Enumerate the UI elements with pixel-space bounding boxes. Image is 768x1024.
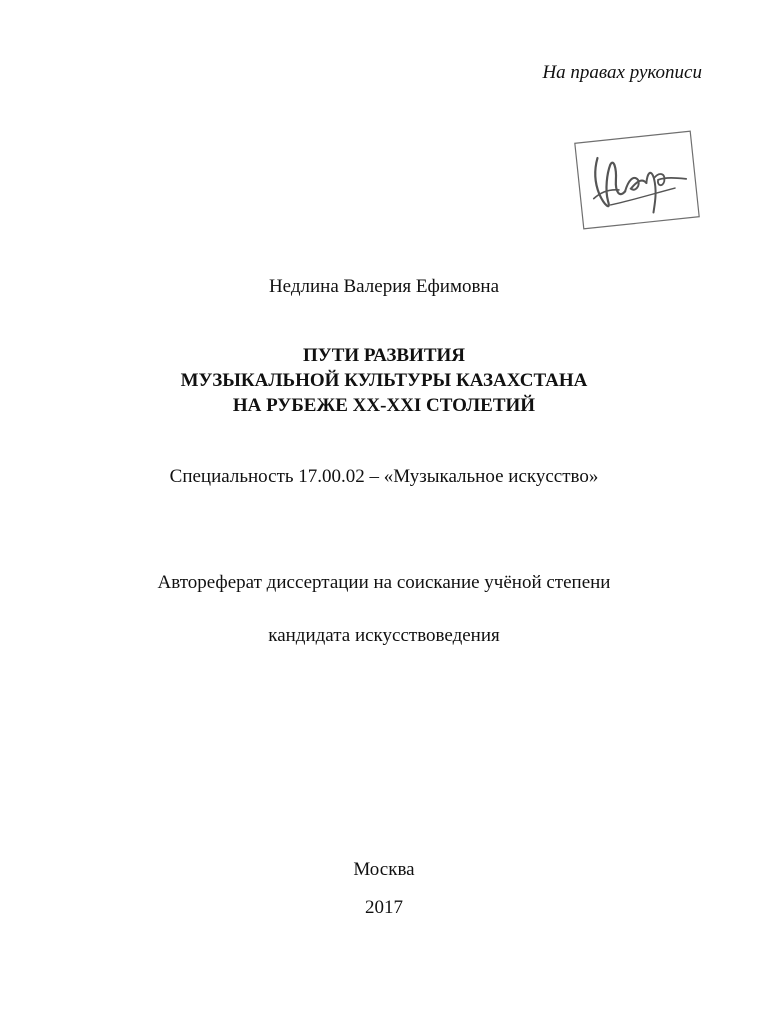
title-line-3: НА РУБЕЖЕ XX-XXI СТОЛЕТИЙ	[232, 395, 536, 416]
abstract-line-1: Автореферат диссертации на соискание учёной степени	[157, 572, 611, 593]
author-name: Недлина Валерия Ефимовна	[268, 276, 500, 297]
city: Москва	[353, 859, 415, 880]
manuscript-note: На правах рукописи	[542, 62, 702, 83]
title-line-2: МУЗЫКАЛЬНОЙ КУЛЬТУРЫ КАЗАХСТАНА	[180, 370, 588, 391]
year: 2017	[365, 897, 403, 918]
signature-icon	[574, 130, 701, 230]
abstract-line-2: кандидата искусствоведения	[268, 625, 500, 646]
specialty: Специальность 17.00.02 – «Музыкальное искусство»	[169, 466, 599, 487]
title-line-1: ПУТИ РАЗВИТИЯ	[302, 345, 465, 366]
